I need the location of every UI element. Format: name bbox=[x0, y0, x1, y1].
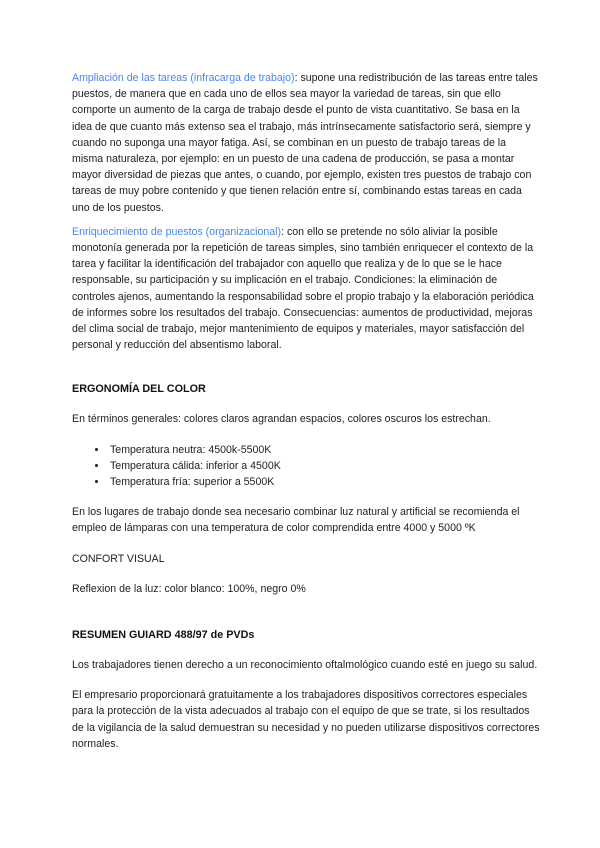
paragraph-ampliacion bbox=[72, 70, 540, 216]
list-item: • Temperatura neutra: 4500k-5500K bbox=[108, 442, 540, 458]
paragraph-enriquecimiento bbox=[72, 224, 540, 354]
heading-resumen-pvd: RESUMEN GUIARD 488/97 de PVDs bbox=[72, 629, 255, 642]
term-enriquecimiento: Enriquecimiento de puestos (organizacional) bbox=[72, 225, 282, 238]
paragraph-ampliacion-text: : supone una redistribución de las tareas entre tales puestos, de manera que en cada uno de ellos sea mayor la variedad de tareas, sin que ello comporte un aumento de la carga de trabajo desde el punto de vista cuantitativo. Se basa en la idea de que cuanto más extenso sea el trabajo, más intrínsecamente satisfactorio será, siempre y cuando no suponga una mayor fatiga. Así, se combinan en un puesto de trabajo tareas de la misma naturaleza, por ejemplo: en un puesto de una cadena de producción, se pasa a montar mayor diversidad de piezas que antes, o cuando, por ejemplo, existen tres puestos de trabajo con tareas de muy pobre contenido y que tienen relación entre sí, combinando estas tareas en cada uno de los puestos. bbox=[72, 72, 538, 214]
light-reflection: Reflexion de la luz: color blanco: 100%, negro 0% bbox=[72, 582, 306, 595]
term-ampliacion: Ampliación de las tareas (infracarga de trabajo) bbox=[72, 72, 295, 84]
pvd-paragraph-2: El empresario proporcionará gratuitamente a los trabajadores dispositivos correctores especiales para la protección de la vista adecuados al trabajo con el equipo de que se trate, si los resultados de la vigilancia de la salud demuestran su necesidad y no pueden utilizarse dispositivos correctores normales. bbox=[72, 689, 540, 750]
temperature-list bbox=[72, 442, 540, 491]
heading-ergonomia-color: ERGONOMÍA DEL COLOR bbox=[72, 383, 206, 396]
paragraph-enriquecimiento-text: : con ello se pretende no sólo aliviar la posible monotonía generada por la repetición de tareas simples, sino también enriquecer el contexto de la tarea y facilitar la identificación del trabajador con aquello que realiza y de lo que se le hace responsable, su participación y su implicación en el trabajo. Condiciones: la eliminación de controles ajenos, aumentando la responsabilidad sobre el propio trabajo y la elaboración periódica de informes sobre los resultados del trabajo. Consecuencias: aumentos de productividad, mejoras del clima social de trabajo, mejor mantenimiento de equipos y materiales, mayor satisfacción del personal y reducción del absentismo laboral. bbox=[72, 225, 534, 352]
list-item: • Temperatura fría: superior a 5500K bbox=[108, 474, 540, 490]
confort-visual-label: CONFORT VISUAL bbox=[72, 552, 165, 565]
lighting-recommendation: En los lugares de trabajo donde sea necesario combinar luz natural y artificial se recomienda el empleo de lámparas con una temperatura de color comprendida entre 4000 y 5000 ºK bbox=[72, 506, 520, 535]
color-intro: En términos generales: colores claros agrandan espacios, colores oscuros los estrechan. bbox=[72, 413, 491, 426]
pvd-paragraph-1: Los trabajadores tienen derecho a un reconocimiento oftalmológico cuando esté en juego su salud. bbox=[72, 659, 538, 672]
list-item: • Temperatura cálida: inferior a 4500K bbox=[108, 458, 540, 474]
